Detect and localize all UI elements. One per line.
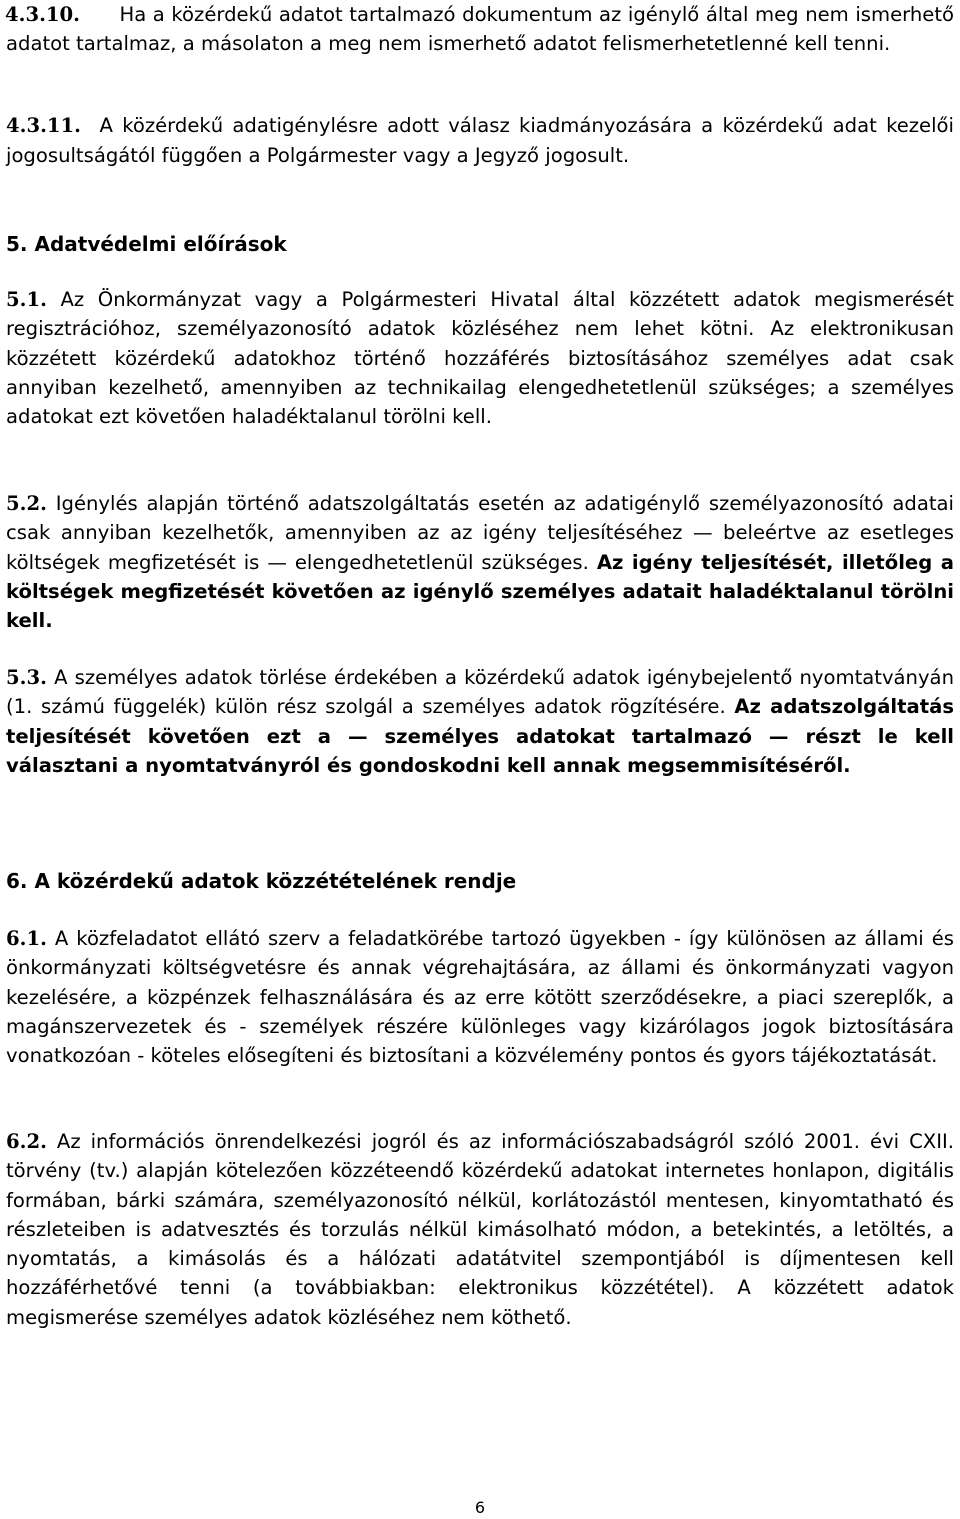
- section-4-3-10: [6, 0, 954, 58]
- section-6-1: [6, 924, 954, 1070]
- page-number: 6: [474, 1498, 486, 1517]
- heading-5: 5. Adatvédelmi előírások: [6, 232, 287, 256]
- section-bold-text: Az adatszolgáltatás teljesítését követően ezt a — személyes adatokat tartalmazó — részt le kell választani a nyomtatványról és gondoskodni kell annak megsemmisítéséről.: [6, 695, 954, 777]
- section-5-3: [6, 663, 954, 780]
- section-text: Ha a közérdekű adatot tartalmazó dokumentum az igénylő által meg nem ismerhető adatot tartalmaz, a másolaton a meg nem ismerhető adatot felismerhetetlenné kell tenni.: [6, 3, 954, 55]
- section-number: 5.2.: [6, 492, 47, 515]
- section-bold-text: Az igény teljesítését, illetőleg a költségek megfizetését követően az igénylő személyes adatait haladéktalanul törölni kell.: [6, 550, 955, 633]
- section-5-1: [6, 285, 954, 431]
- section-text: A személyes adatok törlése érdekében a közérdekű adatok igénybejelentő nyomtatványán (1. számú függelék) külön rész szolgál a személyes adatok rögzítésére.: [6, 666, 954, 719]
- section-text: Az információs önrendelkezési jogról és az információszabadságról szóló 2001. évi CXII. törvény (tv.) alapján kötelezően közzéteendő közérdekű adatokat internetes honlapon, digitális formában, bárki számára, személyazonosító nélkül, korlátozástól mentesen, kinyomtatható és részleteiben is adatvesztés és torzulás nélkül kimásolható módon, a betekintés, a letöltés, a nyomtatás, a kimásolás és a hálózati adatátvitel szempontjából is díjmentesen kell hozzáférhetővé tenni (a továbbiakban: elektronikus közzététel). A közzétett adatok megismerése személyes adatok közléséhez nem köthető.: [6, 1130, 954, 1329]
- section-number: 5.3.: [6, 666, 47, 689]
- section-text: Az Önkormányzat vagy a Polgármesteri Hivatal által közzétett adatok megismerését regisztrációhoz, személyazonosító adatok közléséhez nem lehet kötni. Az elektronikusan közzétett közérdekű adatokhoz történő hozzáférés biztosításához személyes adat csak annyiban kezelhető, amennyiben az technikailag elengedhetetlenül szükséges; a személyes adatokat ezt követően haladéktalanul törölni kell.: [6, 288, 954, 429]
- section-number: 5.1.: [6, 288, 47, 311]
- section-number: 6.1.: [6, 927, 47, 950]
- section-number: 6.2.: [6, 1130, 47, 1153]
- section-number: 4.3.11.: [6, 114, 81, 137]
- heading-6: 6. A közérdekű adatok közzétételének rendje: [6, 869, 517, 893]
- section-text: A közérdekű adatigénylésre adott válasz kiadmányozására a közérdekű adat kezelői jogosultságától függően a Polgármester vagy a Jegyző jogosult.: [6, 114, 954, 167]
- section-number: 4.3.10.: [5, 3, 80, 26]
- section-5-2: [6, 489, 954, 635]
- section-4-3-11: [6, 111, 954, 171]
- section-6-2: [6, 1127, 954, 1332]
- section-text: A közfeladatot ellátó szerv a feladatkörébe tartozó ügyekben - így különösen az állami és önkormányzati költségvetésre és annak végrehajtására, az állami és önkormányzati vagyon kezelésére, a közpénzek felhasználására és az erre kötött szerződésekre, a piaci szereplők, a magánszervezetek és - személyek részére különleges vagy kizárólagos jogok biztosítására vonatkozóan - köteles elősegíteni és biztosítani a közvélemény pontos és gyors tájékoztatását.: [6, 927, 954, 1068]
- section-text: Igénylés alapján történő adatszolgáltatás esetén az adatigénylő személyazonosító adatai csak annyiban kezelhetők, amennyiben az az igény teljesítéséhez — beleértve az esetleges költségek megfizetését is — elengedhetetlenül szükséges.: [6, 492, 954, 574]
